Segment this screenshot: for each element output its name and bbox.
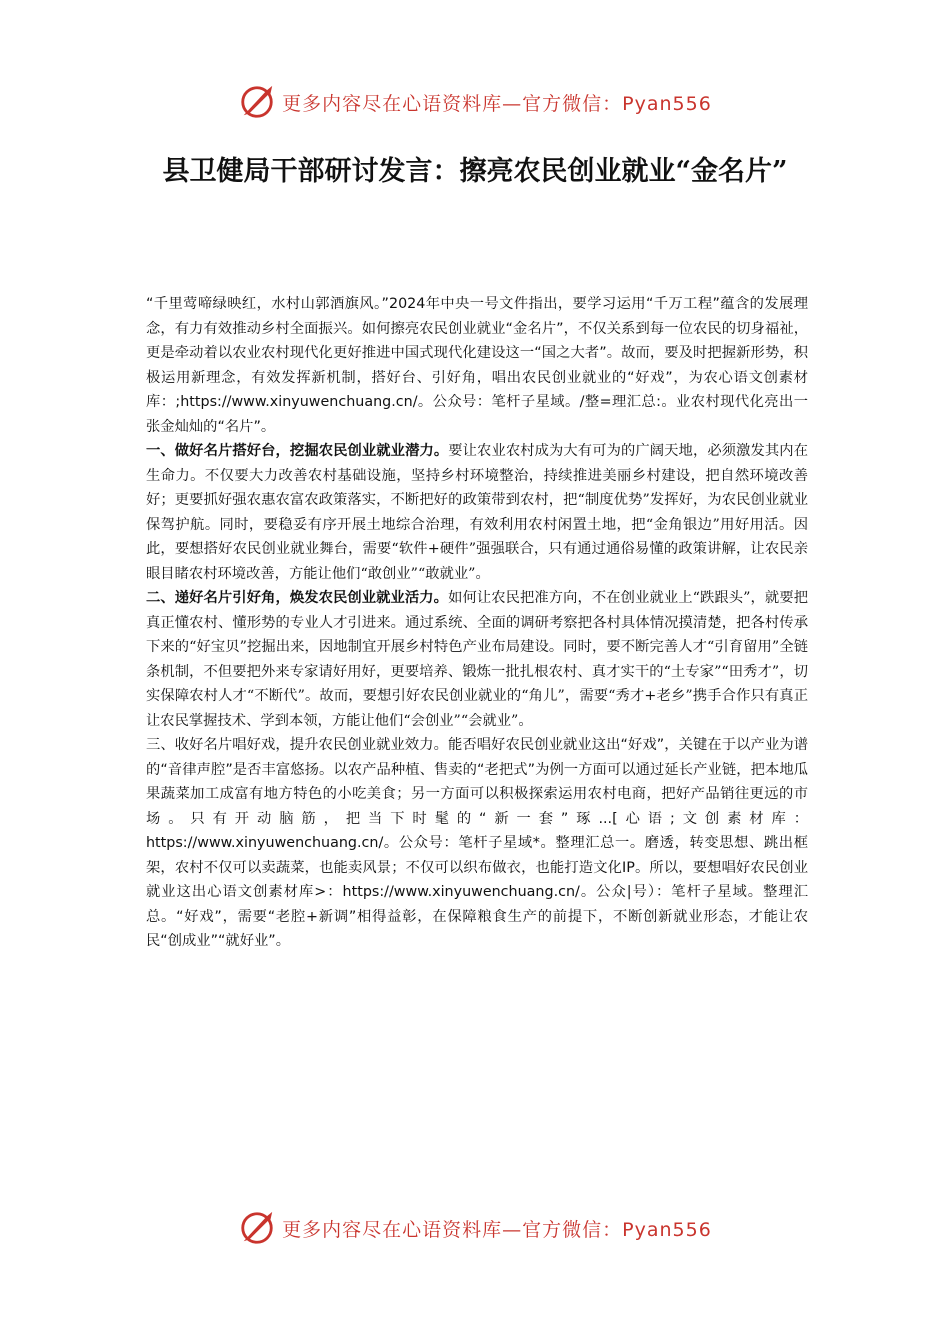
- section-2-text: 如何让农民把准方向，不在创业就业上“跌跟头”，就要把真正懂农村、懂形势的专业人才引进来。通过系统、全面的调研考察把各村具体情况摸清楚，把各村传承下来的“好宝贝”挖掘出来，因地制宜开展乡村特色产业布局建设。同时，要不断完善人才“引育留用”全链条机制，不但要把外来专家请好用好，更要培养、锻炼一批扎根农村、真才实干的“土专家”“田秀才”，切实保障农村人才“不断代”。故而，要想引好农民创业就业的“角儿”，需要“秀才+老乡”携手合作只有真正让农民掌握技术、学到本领，方能让他们“会创业”“会就业”。: [146, 590, 809, 729]
- section-2-heading: 二、递好名片引好角，焕发农民创业就业活力。: [146, 590, 449, 606]
- banner-text-cn: 更多内容尽在心语资料库—官方微信：: [282, 92, 623, 115]
- document-title: 县卫健局干部研讨发言：擦亮农民创业就业“金名片”: [162, 156, 788, 187]
- document-body: [146, 292, 808, 954]
- section-3-paragraph: 三、收好名片唱好戏，提升农民创业就业效力。能否唱好农民创业就业这出“好戏”，关键在于以产业为谱的“音律声腔”是否丰富悠扬。以农产品种植、售卖的“老把式”为例一方面可以通过延长产业链，把本地瓜果蔬菜加工成富有地方特色的小吃美食；另一方面可以积极探索运用农村电商，把好产品销往更远的市场。只有开动脑筋，把当下时髦的“新一套”琢...[心语;文创素材库：https://www.xinyuwenchuang.cn/。公众号：笔杆子星域*。整理汇总一。磨透，转变思想、跳出框架，农村不仅可以卖蔬菜，也能卖风景；不仅可以织布做衣，也能打造文化IP。所以，要想唱好农民创业就业这出心语文创素材库>：https://www.xinyuwenchuang.cn/。公众|号）：笔杆子星域。整理汇总。“好戏”，需要“老腔+新调”相得益彰，在保障粮食生产的前提下，不断创新就业形态，才能让农民“创成业”“就好业”。: [146, 737, 808, 949]
- section-2-paragraph: [146, 586, 808, 733]
- banner-wechat-id: Pyan556: [622, 1218, 712, 1241]
- banner-wechat-id: Pyan556: [622, 92, 712, 115]
- banner-text: [282, 1215, 712, 1242]
- section-1-text: 要让农业农村成为大有可为的广阔天地，必须激发其内在生命力。不仅要大力改善农村基础设施，坚持乡村环境整治，持续推进美丽乡村建设，把自然环境改善好；更要抓好强农惠农富农政策落实，不断把好的政策带到农村，把“制度优势”发挥好，为农民创业就业保驾护航。同时，要稳妥有序开展土地综合治理，有效利用农村闲置土地，把“金角银边”用好用活。因此，要想搭好农民创业就业舞台，需要“软件+硬件”强强联合，只有通过通俗易懂的政策讲解，让农民亲眼目睹农村环境改善，方能让他们“敢创业”“敢就业”。: [146, 443, 809, 582]
- header-banner: [0, 82, 950, 122]
- banner-text-cn: 更多内容尽在心语资料库—官方微信：: [282, 1218, 623, 1241]
- quill-logo-icon: [238, 1209, 276, 1247]
- section-1-heading: 一、做好名片搭好台，挖掘农民创业就业潜力。: [146, 443, 449, 459]
- footer-banner: [0, 1208, 950, 1248]
- intro-paragraph: “千里莺啼绿映红，水村山郭酒旗风。”2024年中央一号文件指出，要学习运用“千万工程”蕴含的发展理念，有力有效推动乡村全面振兴。如何擦亮农民创业就业“金名片”，不仅关系到每一位农民的切身福祉，更是牵动着以农业农村现代化更好推进中国式现代化建设这一“国之大者”。故而，要及时把握新形势，积极运用新理念，有效发挥新机制，搭好台、引好角，唱出农民创业就业的“好戏”，为农心语文创素材库：;https://www.xinyuwenchuang.cn/。公众号：笔杆子星域。/整=理汇总:。业农村现代化亮出一张金灿灿的“名片”。: [146, 296, 808, 435]
- section-1-paragraph: [146, 439, 808, 586]
- banner-text: [282, 89, 712, 116]
- quill-logo-icon: [238, 83, 276, 121]
